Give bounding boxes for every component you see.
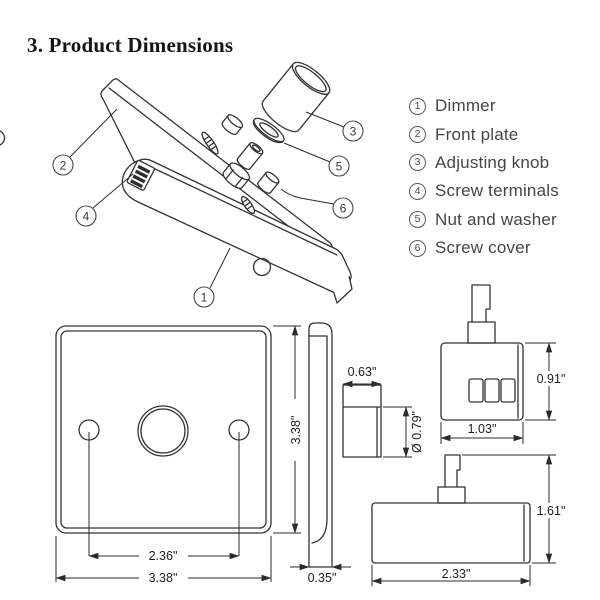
terminal-slot [469, 379, 483, 402]
dim-knob-diameter: Ø 0.79" [410, 411, 424, 453]
dim-body-height: 1.61" [536, 504, 566, 518]
shaft-nut [220, 113, 244, 137]
knob-profile-view [343, 365, 424, 457]
exploded-view-diagram [53, 57, 363, 307]
dim-hole-spacing: 2.36" [148, 549, 178, 563]
terminal-slot [485, 379, 499, 402]
dim-back-width: 1.03" [467, 422, 497, 436]
callout-4-number: 4 [82, 209, 90, 224]
dim-knob-height: 0.63" [347, 365, 377, 379]
legend-number-badge: 6 [409, 240, 426, 257]
callout-3-number: 3 [349, 124, 357, 139]
legend-number-badge: 4 [409, 183, 426, 200]
body-hole [254, 259, 271, 276]
callout-6-number: 6 [339, 201, 347, 216]
legend-label: Dimmer [435, 96, 496, 116]
legend-number-badge: 1 [409, 98, 426, 115]
dim-body-width: 2.33" [441, 567, 471, 581]
dim-back-height: 0.91" [536, 372, 566, 386]
legend-label: Screw cover [435, 238, 531, 258]
callout-3 [343, 121, 363, 141]
legend-number-badge: 3 [409, 154, 426, 171]
legend-label: Nut and washer [435, 209, 557, 229]
dim-plate-height: 3.38" [289, 415, 303, 445]
legend-label: Front plate [435, 124, 519, 144]
knob-hole-inner [141, 409, 185, 453]
legend-label: Adjusting knob [435, 152, 550, 172]
dimmer-back-view [441, 285, 567, 444]
knob-hole-outer [138, 406, 188, 456]
dim-plate-width: 3.38" [148, 571, 178, 585]
legend-number-badge: 5 [409, 211, 426, 228]
dim-plate-thickness: 0.35" [307, 571, 337, 585]
terminal-slot [501, 379, 515, 402]
callout-4 [76, 206, 96, 226]
legend-number-badge: 2 [409, 126, 426, 143]
callout-2-number: 2 [59, 158, 67, 173]
callout-1 [194, 287, 214, 307]
dimmer-side-view [372, 455, 567, 586]
callout-5-number: 5 [335, 159, 343, 174]
page-title: 3. Product Dimensions [27, 33, 234, 57]
clipped-edge-circle [0, 131, 5, 146]
callout-6 [333, 198, 353, 218]
callout-5 [329, 156, 349, 176]
callout-2 [53, 155, 73, 175]
callout-1-number: 1 [200, 290, 208, 305]
front-plate-front-view [56, 326, 303, 585]
legend-label: Screw terminals [435, 181, 559, 201]
